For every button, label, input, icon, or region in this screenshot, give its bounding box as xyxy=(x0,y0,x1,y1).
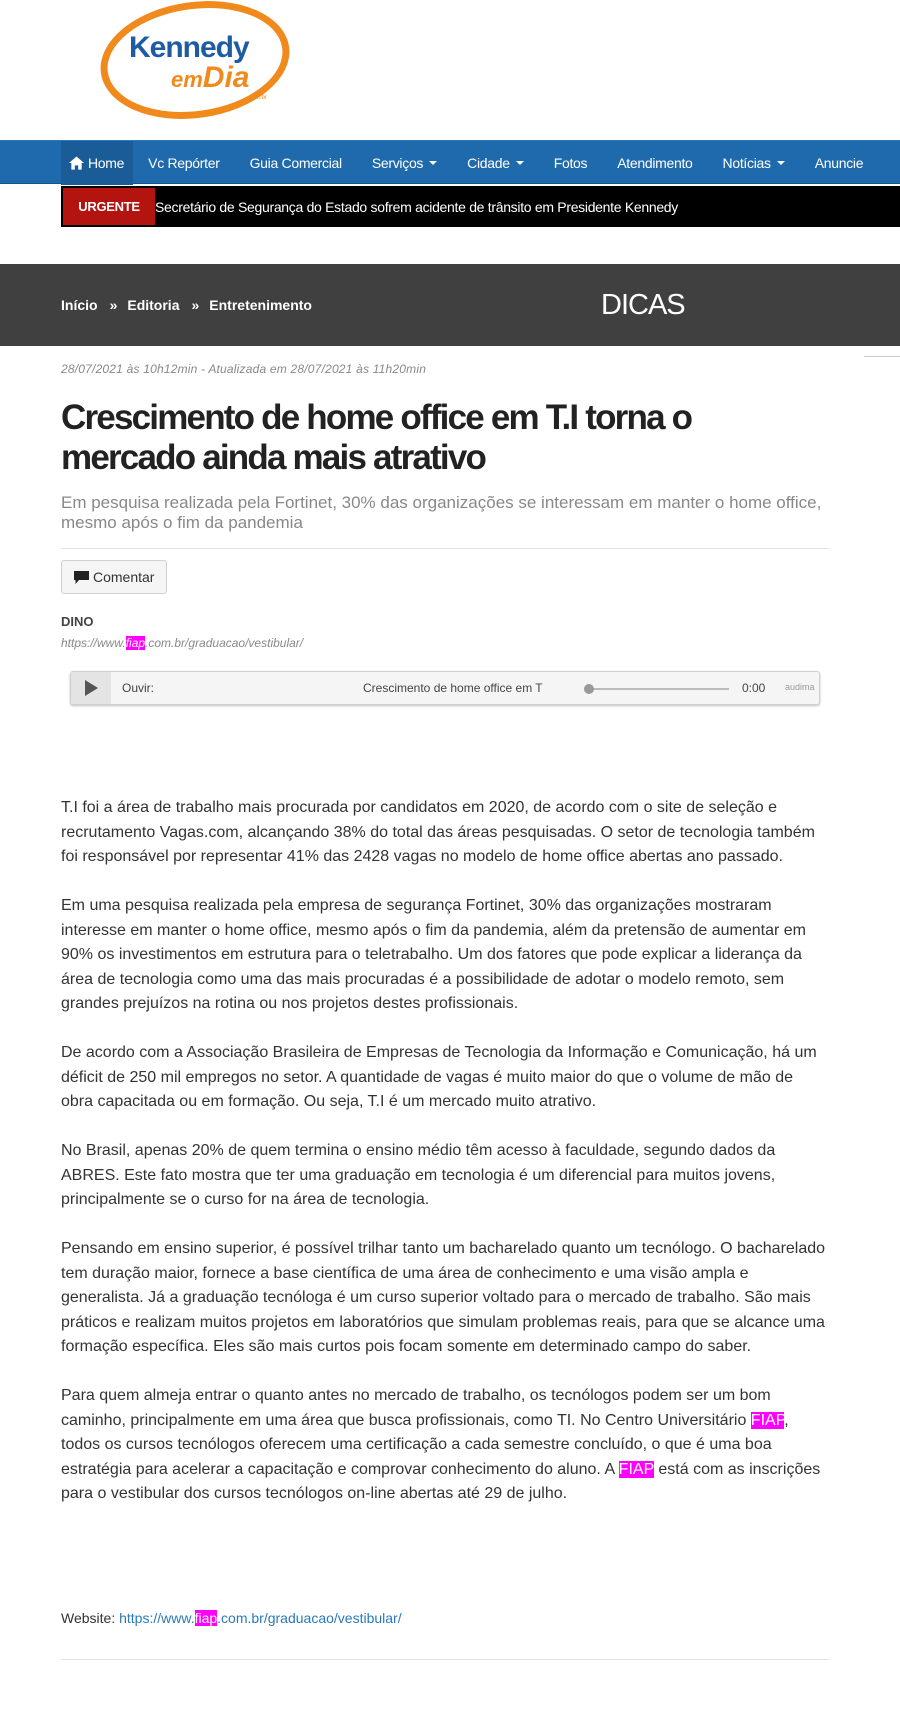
nav-item-anuncie[interactable] xyxy=(800,141,879,185)
comment-button[interactable] xyxy=(61,560,167,594)
player-progress-handle[interactable] xyxy=(584,684,594,694)
double-chevron-right-icon: » xyxy=(191,297,200,313)
home-icon xyxy=(69,156,84,170)
article-body xyxy=(61,796,829,1531)
nav-item-label: Serviços xyxy=(371,155,424,171)
divider xyxy=(61,1659,829,1660)
nav-item-guia-comercial[interactable] xyxy=(235,141,357,185)
caret-down-icon xyxy=(516,161,524,165)
nav-item-atendimento[interactable] xyxy=(602,141,707,185)
player-brand: audima xyxy=(785,682,815,692)
source-suffix: .com.br/graduacao/vestibular/ xyxy=(145,636,304,650)
audio-player xyxy=(70,671,820,705)
article-paragraph: Em uma pesquisa realizada pela empresa de segurança Fortinet, 30% das organizações mostraram interesse em manter o home office, mesmo após o fim da pandemia, além da pretensão de aumentar em 90% os investimentos em estrutura para o teletrabalho. Um dos fatores que pode explicar a liderança da área de tecnologia como uma das mais procuradas é a possibilidade de adotar o modelo remoto, sem grandes prejuízos na rotina ou nos projetos destes profissionais. xyxy=(61,897,806,1012)
nav-item-label: Guia Comercial xyxy=(249,155,342,171)
main-navbar xyxy=(0,140,900,184)
nav-item-label: Anuncie xyxy=(814,155,864,171)
logo-kennedy-text: Kennedy xyxy=(129,31,249,64)
article-paragraph xyxy=(61,1384,829,1507)
ticker-headline-link[interactable]: Secretário de Segurança do Estado sofrem acidente de trânsito em Presidente Kennedy xyxy=(155,198,678,215)
nav-item-label: Vc Repórter xyxy=(148,155,220,171)
logo-com-text: .com.br xyxy=(247,95,268,101)
double-chevron-right-icon: » xyxy=(109,297,118,313)
nav-item-home-label: Home xyxy=(88,155,125,171)
breadcrumb-editoria[interactable]: Editoria xyxy=(127,297,180,313)
comment-button-label: Comentar xyxy=(93,569,155,585)
fiap-highlight: FIAP xyxy=(750,1411,785,1429)
article-paragraph: T.I foi a área de trabalho mais procurada por candidatos em 2020, de acordo com o site de seleção e recrutamento Vagas.com, alcançando 38% do total das áreas pesquisadas. O setor de tecnologia também foi responsável por representar 41% das 2428 vagas no modelo de home office abertas ano passado. xyxy=(61,799,815,865)
article-author: DINO xyxy=(61,614,94,629)
source-highlight: fiap xyxy=(125,636,146,650)
breadcrumb-current[interactable]: Entretenimento xyxy=(209,297,312,313)
logo-dia: Dia xyxy=(202,61,250,95)
para6-text: Para quem almeja entrar o quanto antes no mercado de trabalho, os tecnólogos podem ser um bom caminho, principalmente em uma área que busca profissionais, como TI. No Centro Universitário xyxy=(61,1387,771,1429)
nav-list xyxy=(61,141,878,185)
website-line xyxy=(61,1610,402,1626)
logo-em: em xyxy=(171,67,203,92)
logo-emdia-text xyxy=(171,61,249,95)
source-prefix: https://www. xyxy=(61,636,126,650)
urgent-badge: URGENTE xyxy=(63,188,155,225)
player-track-title: Crescimento de home office em T xyxy=(363,681,543,695)
para6-text: está com as inscrições para o vestibular dos cursos tecnólogos on-line abertas até 29 de julho. xyxy=(61,1460,821,1502)
article-subtitle: Em pesquisa realizada pela Fortinet, 30% das organizações se interessam em manter o home office, mesmo após o fim da pandemia xyxy=(61,493,822,532)
fiap-highlight: FIAP xyxy=(618,1460,654,1478)
website-link[interactable] xyxy=(119,1610,401,1626)
caret-down-icon xyxy=(777,161,785,165)
site-header xyxy=(0,0,900,140)
nav-item-fotos[interactable] xyxy=(539,141,603,185)
nav-item-label: Atendimento xyxy=(617,155,693,171)
site-logo[interactable] xyxy=(93,0,297,131)
article-headline: Crescimento de home office em T.I torna o mercado ainda mais atrativo xyxy=(61,398,692,477)
nav-item-vc-reporter[interactable] xyxy=(133,141,234,185)
article-date: 28/07/2021 às 10h12min - Atualizada em 28/07/2021 às 11h20min xyxy=(61,362,427,376)
breadcrumb xyxy=(61,264,312,346)
nav-item-label: Cidade xyxy=(467,155,510,171)
nav-item-cidade[interactable] xyxy=(452,141,539,185)
play-icon xyxy=(85,680,98,696)
website-label: Website: xyxy=(61,1610,116,1626)
nav-item-label: Notícias xyxy=(722,155,771,171)
article-source xyxy=(61,636,829,650)
player-progress-bar[interactable] xyxy=(589,688,729,690)
nav-item-noticias[interactable] xyxy=(708,141,800,185)
article-paragraph: Pensando em ensino superior, é possível trilhar tanto um bacharelado quanto um tecnólogo. O bacharelado tem duração maior, fornece a base científica de uma área de conhecimento e uma visão ampla e generalista. Já a graduação tecnóloga é um curso superior voltado para o mercado de trabalho. São mais práticos e realizam muitos projetos em laboratórios que simulam problemas reais, para que se alcance uma formação específica. Eles são mais curtos pois focam somente em determinado campo do saber. xyxy=(61,1240,826,1355)
article-paragraph: No Brasil, apenas 20% de quem termina o ensino médio têm acesso à faculdade, segundo dados da ABRES. Este fato mostra que ter uma graduação em tecnologia é um diferencial para muitos jovens, principalmente se o curso for na área de tecnologia. xyxy=(61,1142,776,1208)
breadcrumb-home[interactable]: Início xyxy=(61,297,98,313)
urgent-ticker xyxy=(61,186,900,227)
article xyxy=(61,362,829,1626)
nav-item-home[interactable] xyxy=(61,141,133,185)
breadcrumb-band xyxy=(0,264,900,346)
divider xyxy=(61,548,829,549)
player-time: 0:00 xyxy=(742,681,766,695)
side-divider xyxy=(864,356,900,357)
player-label: Ouvir: xyxy=(122,681,155,695)
nav-item-servicos[interactable] xyxy=(357,141,452,185)
nav-item-label: Fotos xyxy=(553,155,588,171)
article-paragraph: De acordo com a Associação Brasileira de Empresas de Tecnologia da Informação e Comunicação, há um déficit de 250 mil empregos no setor. A quantidade de vagas é muito maior do que o volume de mão de obra capacitada ou em formação. Ou seja, T.I é um mercado muito atrativo. xyxy=(61,1044,817,1110)
para6-text: , todos os cursos tecnólogos oferecem uma certificação a cada semestre concluído, o que é uma boa estratégia para acelerar a capacitação e comprovar conhecimento do aluno. A xyxy=(61,1411,789,1478)
website-highlight: fiap xyxy=(194,1610,218,1626)
play-button[interactable] xyxy=(71,672,111,704)
website-prefix: https://www. xyxy=(119,1610,195,1626)
comment-icon xyxy=(74,571,89,584)
section-title: DICAS xyxy=(601,288,685,321)
caret-down-icon xyxy=(429,161,437,165)
website-suffix: .com.br/graduacao/vestibular/ xyxy=(217,1610,402,1626)
